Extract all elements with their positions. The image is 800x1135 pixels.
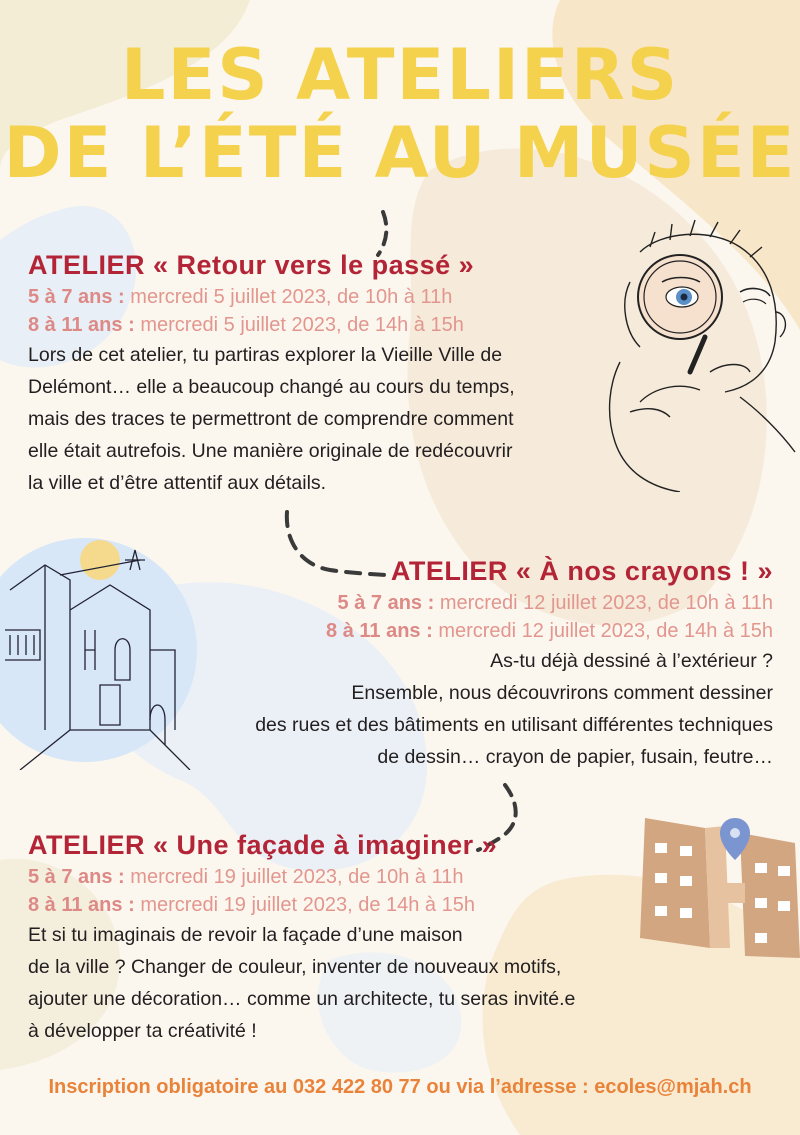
atelier-1-session-1 xyxy=(28,283,515,311)
child-magnifier-illustration xyxy=(600,212,800,492)
age-label: 5 à 7 ans : xyxy=(28,866,125,888)
session-date: mercredi 19 juillet 2023, de 14h à 15h xyxy=(140,894,475,916)
atelier-1-heading: ATELIER « Retour vers le passé » xyxy=(28,250,475,280)
atelier-3-text-3: ajouter une décoration… comme un architecte, tu seras invité.e xyxy=(28,988,576,1010)
atelier-1 xyxy=(28,250,515,499)
session-date: mercredi 5 juillet 2023, de 14h à 15h xyxy=(140,314,464,336)
registration-footer: Inscription obligatoire au 032 422 80 77 ou via l’adresse : ecoles@mjah.ch xyxy=(48,1076,752,1098)
age-label: 5 à 7 ans : xyxy=(28,286,125,308)
atelier-3-text-4: à développer ta créativité ! xyxy=(28,1020,257,1042)
atelier-2-heading: ATELIER « À nos crayons ! » xyxy=(390,556,773,586)
atelier-3-session-1 xyxy=(28,863,575,891)
age-label: 8 à 11 ans : xyxy=(28,894,135,916)
atelier-3-heading: ATELIER « Une façade à imaginer » xyxy=(28,830,498,860)
atelier-1-text-2: Delémont… elle a beaucoup changé au cours du temps, xyxy=(28,376,515,398)
session-date: mercredi 19 juillet 2023, de 10h à 11h xyxy=(130,866,464,888)
atelier-3-text-2: de la ville ? Changer de couleur, inventer de nouveaux motifs, xyxy=(28,956,562,978)
atelier-3-text-1: Et si tu imaginais de revoir la façade d’une maison xyxy=(28,924,463,946)
atelier-1-text-3: mais des traces te permettront de comprendre comment xyxy=(28,408,514,430)
age-label: 8 à 11 ans : xyxy=(326,620,433,642)
atelier-2 xyxy=(173,556,773,773)
atelier-1-text-1: Lors de cet atelier, tu partiras explorer la Vieille Ville de xyxy=(28,344,503,366)
session-date: mercredi 5 juillet 2023, de 10h à 11h xyxy=(130,286,453,308)
atelier-1-text-5: la ville et d’être attentif aux détails. xyxy=(28,472,327,494)
age-label: 5 à 7 ans : xyxy=(337,592,435,614)
atelier-2-text-2: Ensemble, nous découvrirons comment dessiner xyxy=(351,682,773,704)
atelier-3 xyxy=(28,830,575,1047)
atelier-1-text-4: elle était autrefois. Une manière originale de redécouvrir xyxy=(28,440,513,462)
session-date: mercredi 12 juillet 2023, de 10h à 11h xyxy=(439,592,773,614)
atelier-2-text-3: des rues et des bâtiments en utilisant différentes techniques xyxy=(255,714,773,736)
title-line-1: LES ATELIERS xyxy=(120,34,680,116)
street-drawing-illustration xyxy=(0,530,200,770)
atelier-2-session-2 xyxy=(173,617,773,645)
atelier-2-session-1 xyxy=(173,589,773,617)
atelier-3-session-2 xyxy=(28,891,575,919)
map-buildings-illustration xyxy=(630,808,800,958)
title-line-2: DE L’ÉTÉ AU MUSÉE xyxy=(3,112,797,194)
atelier-2-text-4: de dessin… crayon de papier, fusain, feutre… xyxy=(377,746,773,768)
atelier-1-session-2 xyxy=(28,311,515,339)
atelier-2-text-1: As-tu déjà dessiné à l’extérieur ? xyxy=(490,650,773,672)
session-date: mercredi 12 juillet 2023, de 14h à 15h xyxy=(438,620,773,642)
age-label: 8 à 11 ans : xyxy=(28,314,135,336)
